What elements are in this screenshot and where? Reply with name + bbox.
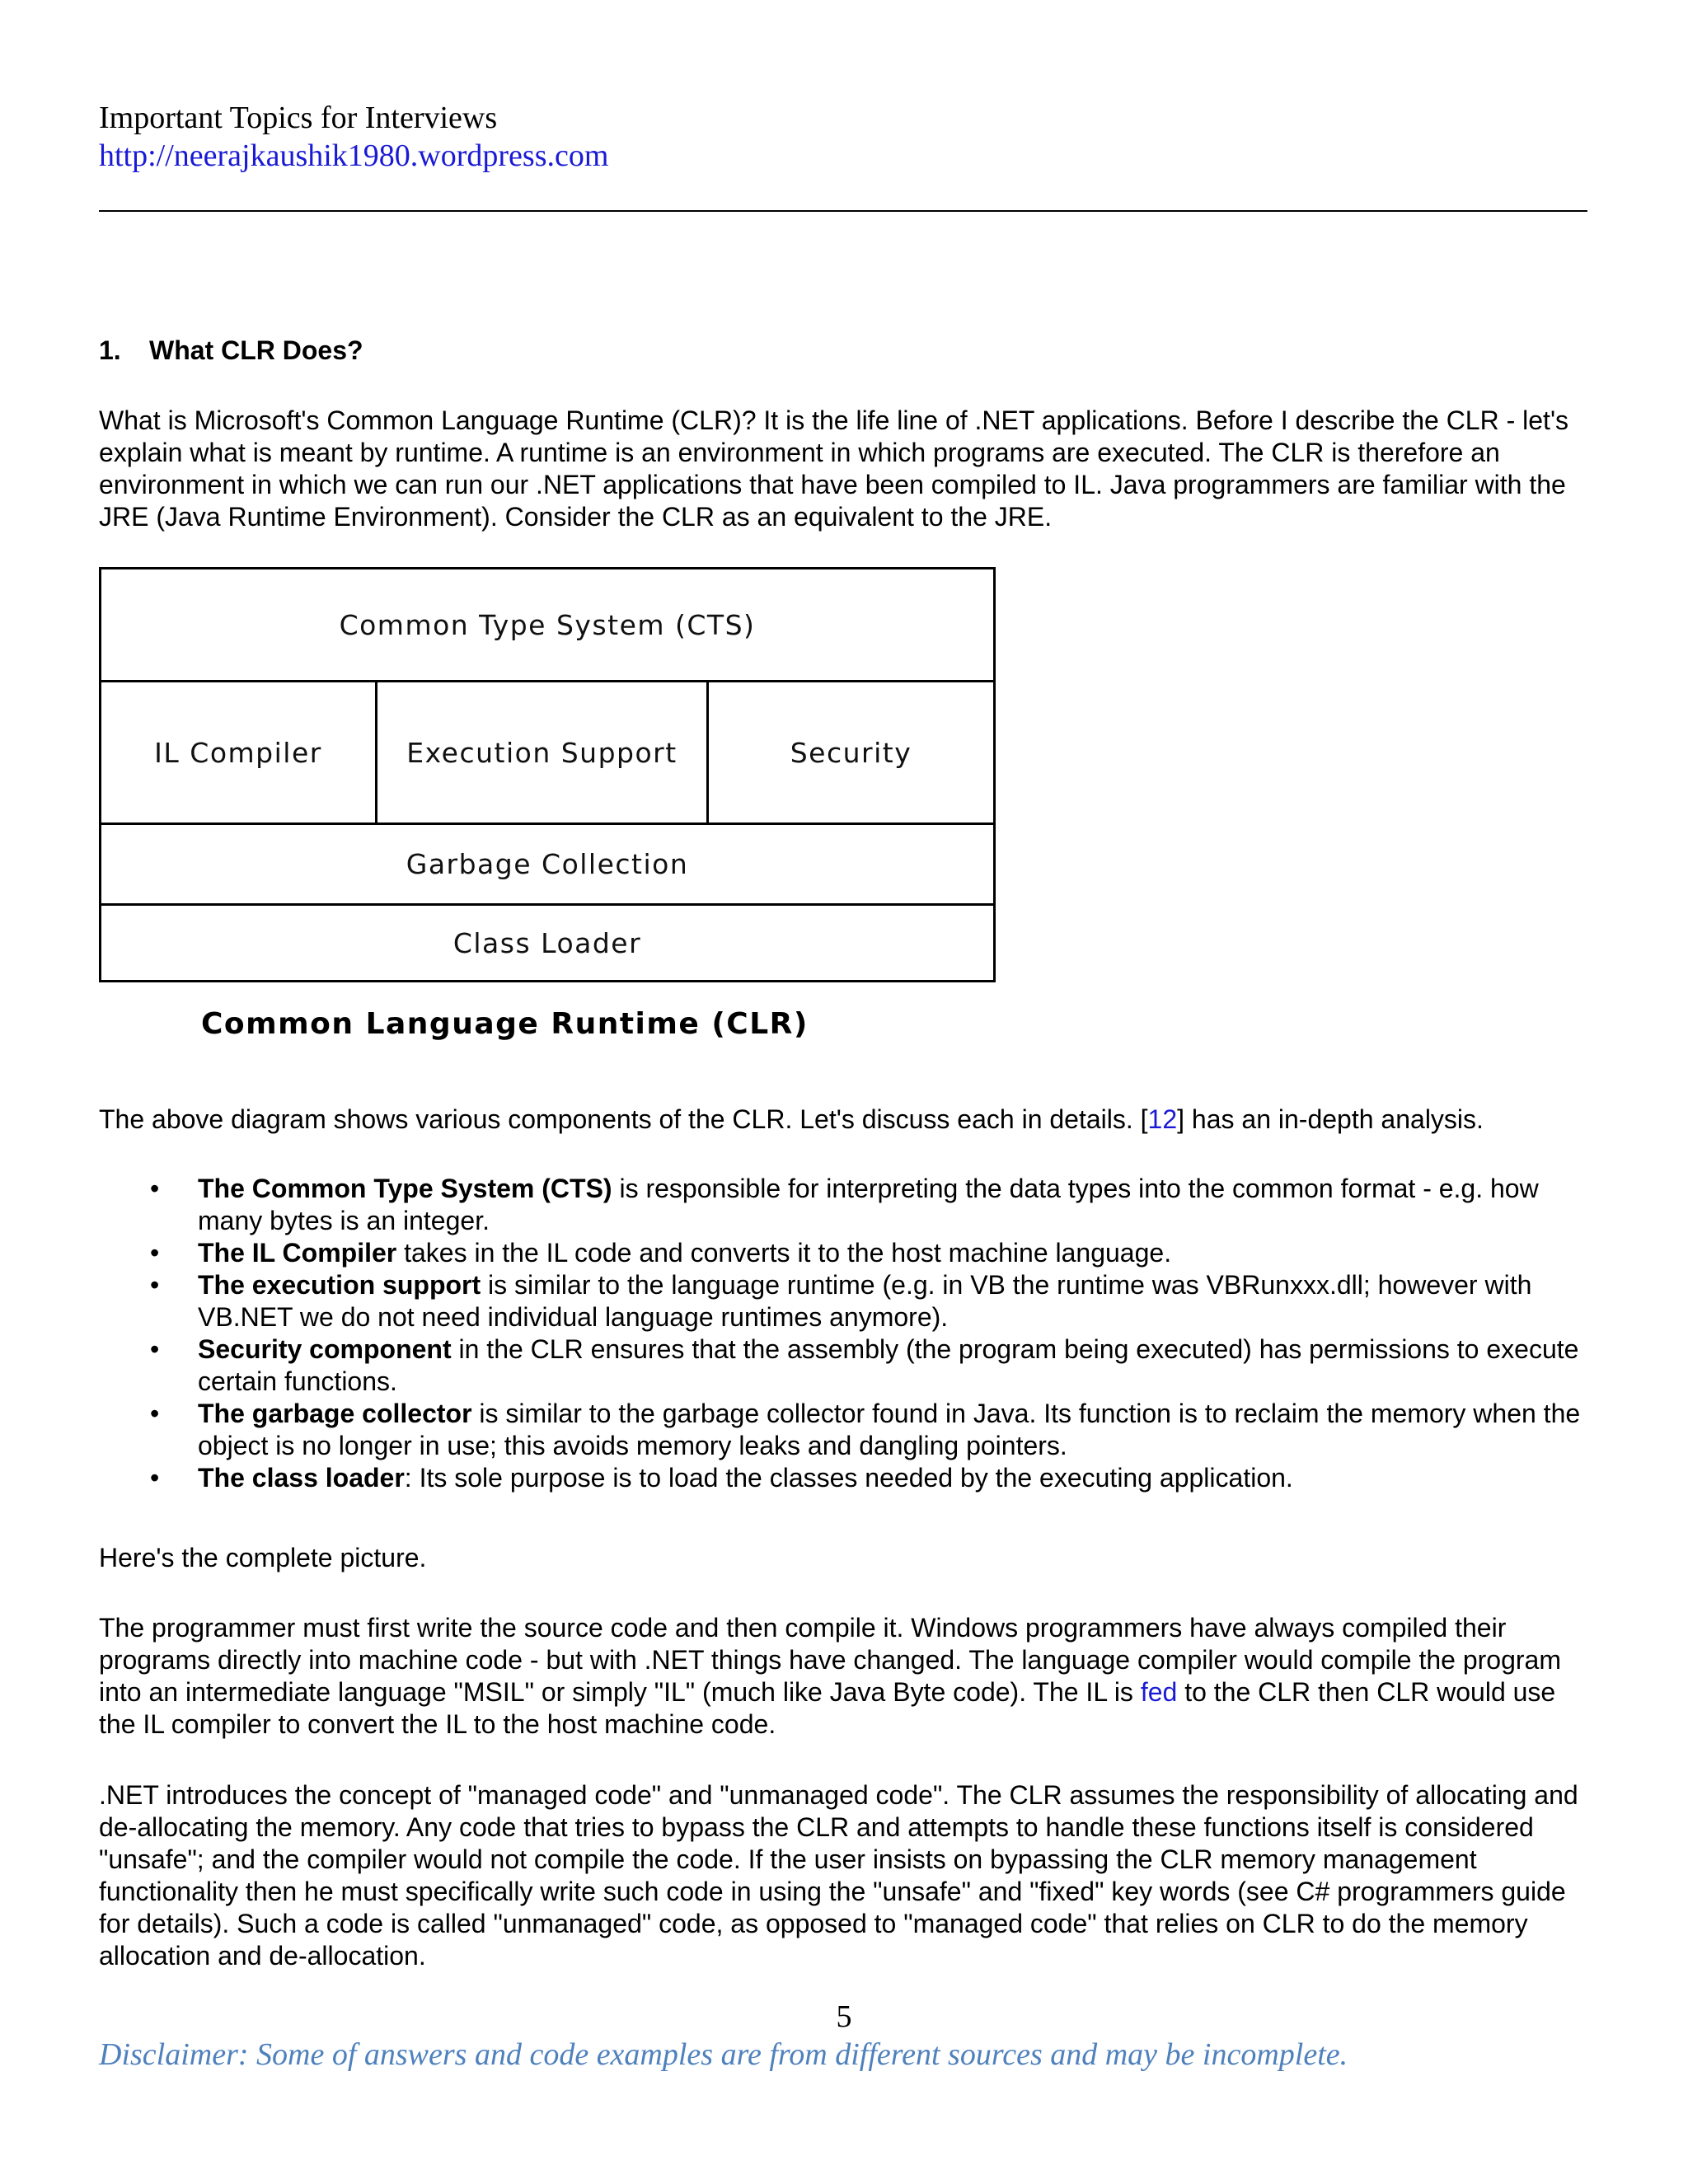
page-number: 5 <box>836 1999 852 2034</box>
list-item <box>99 1237 1595 1269</box>
diagram-description-text-after: ] has an in-depth analysis. <box>1177 1104 1484 1134</box>
list-item-text: is responsible for interpreting the data types into the common format - e.g. how many bytes is an integer. <box>198 1174 1539 1235</box>
list-item-term: Security component <box>198 1334 452 1364</box>
programmer-text-before: The programmer must first write the source code and then compile it. Windows programmers have always compiled their programs directly into machine code - but with .NET things have changed. The language compiler would compile the program into an intermediate language "MSIL" or simply "IL" (much like Java Byte code). The IL is <box>99 1613 1561 1707</box>
header-url-link[interactable]: http://neerajkaushik1980.wordpress.com <box>99 138 609 173</box>
managed-code-paragraph: .NET introduces the concept of "managed code" and "unmanaged code". The CLR assumes the responsibility of allocating and de-allocating the memory. Any code that tries to bypass the CLR and attempts to handle these functions itself is considered "unsafe"; and the compiler would not compile the code. If the user insists on bypassing the CLR memory management functionality then he must specifically write such code in using the "unsafe" and "fixed" key words (see C# programmers guide for details). Such a code is called "unmanaged" code, as opposed to "managed code" that relies on CLR to do the memory allocation and de-allocation. <box>99 1780 1578 1971</box>
intro-paragraph: What is Microsoft's Common Language Runtime (CLR)? It is the life line of .NET applications. Before I describe the CLR - let's explain what is meant by runtime. A runtime is an environment in which programs are executed. The CLR is therefore an environment in which we can run our .NET applications that have been compiled to IL. Java programmers are familiar with the JRE (Java Runtime Environment). Consider the CLR as an equivalent to the JRE. <box>99 405 1569 532</box>
programmer-text-after: to the CLR then CLR would use the IL compiler to convert the IL to the host machine code. <box>99 1677 1556 1739</box>
header-title: Important Topics for Interviews <box>99 101 498 135</box>
list-item-text: : Its sole purpose is to load the classes needed by the executing application. <box>404 1463 1293 1493</box>
diagram-description-text-before: The above diagram shows various components of the CLR. Let's discuss each in details. [ <box>99 1104 1148 1134</box>
list-item <box>99 1269 1595 1333</box>
diagram-cts-cell: Common Type System (CTS) <box>101 569 993 682</box>
list-item <box>99 1173 1595 1237</box>
list-item <box>99 1333 1595 1398</box>
clr-diagram <box>99 567 996 982</box>
clr-components-list <box>99 1173 1595 1494</box>
question-number: 1. <box>99 335 121 365</box>
complete-picture-paragraph: Here's the complete picture. <box>99 1543 427 1572</box>
diagram-caption: Common Language Runtime (CLR) <box>201 1007 809 1041</box>
list-item-term: The IL Compiler <box>198 1238 397 1268</box>
diagram-description-paragraph <box>99 1104 1595 1136</box>
bullet-icon: • <box>150 1174 160 1203</box>
list-item <box>99 1398 1595 1462</box>
bullet-icon: • <box>150 1238 160 1268</box>
list-item-text: is similar to the language runtime (e.g. in VB the runtime was VBRunxxx.dll; however with VB.NET we do not need individual language runtimes anymore). <box>198 1270 1532 1332</box>
diagram-execution-support-cell: Execution Support <box>377 682 709 825</box>
list-item-term: The Common Type System (CTS) <box>198 1174 612 1203</box>
list-item-term: The execution support <box>198 1270 481 1300</box>
diagram-garbage-collection-cell: Garbage Collection <box>101 825 993 906</box>
bullet-icon: • <box>150 1399 160 1428</box>
header-divider <box>99 210 1587 212</box>
list-item-text: in the CLR ensures that the assembly (the program being executed) has permissions to execute certain functions. <box>198 1334 1579 1396</box>
list-item-term: The garbage collector <box>198 1399 472 1428</box>
bullet-icon: • <box>150 1270 160 1300</box>
question-heading <box>99 334 363 367</box>
diagram-class-loader-cell: Class Loader <box>452 926 642 959</box>
programmer-paragraph <box>99 1612 1595 1741</box>
bullet-icon: • <box>150 1463 160 1493</box>
list-item-term: The class loader <box>198 1463 405 1493</box>
list-item-text: is similar to the garbage collector found in Java. Its function is to reclaim the memory when the object is no longer in use; this avoids memory leaks and dangling pointers. <box>198 1399 1581 1460</box>
list-item-text: takes in the IL code and converts it to the host machine language. <box>396 1238 1172 1268</box>
fed-link[interactable]: fed <box>1140 1677 1178 1707</box>
reference-12-link[interactable]: 12 <box>1147 1104 1178 1134</box>
list-item <box>99 1462 1595 1494</box>
bullet-icon: • <box>150 1334 160 1364</box>
question-title: What CLR Does? <box>149 335 363 365</box>
diagram-il-compiler-cell: IL Compiler <box>101 682 377 825</box>
footer-disclaimer: Disclaimer: Some of answers and code examples are from different sources and may be incomplete. <box>99 2037 1348 2072</box>
diagram-security-cell: Security <box>709 682 993 825</box>
